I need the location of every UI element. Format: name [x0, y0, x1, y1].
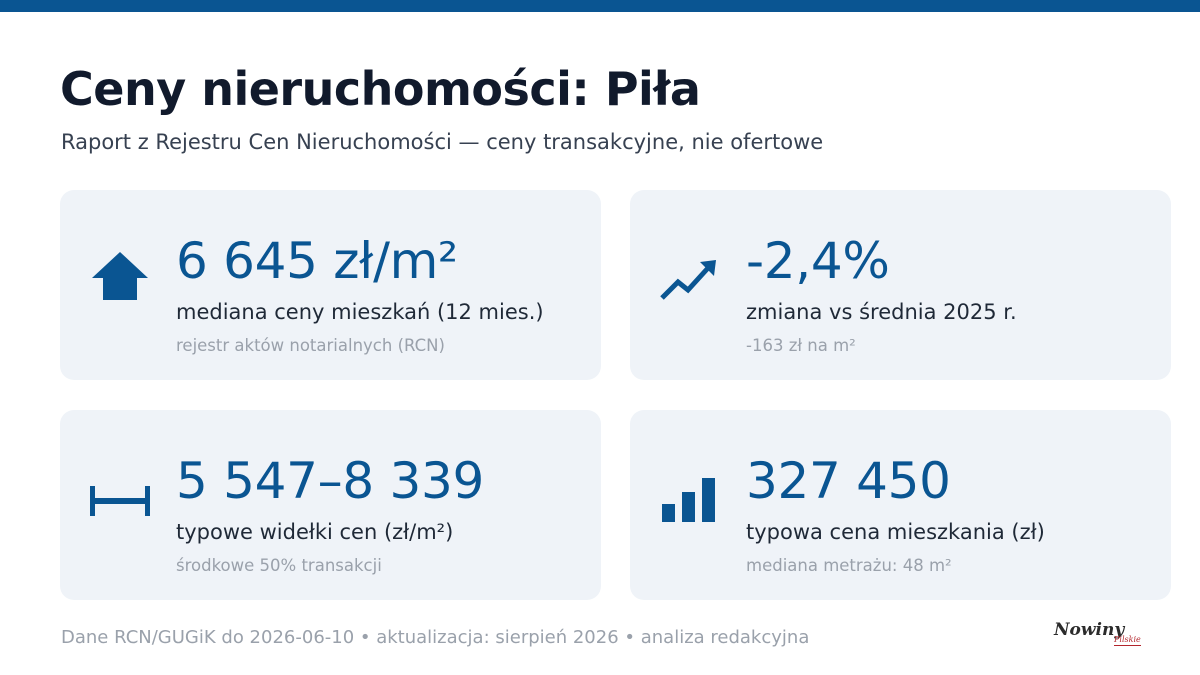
stat-card-price-change: [630, 190, 1171, 380]
source-footer: Dane RCN/GUGiK do 2026-06-10 • aktualizacja: sierpień 2026 • analiza redakcyjna: [61, 627, 810, 648]
stat-note: rejestr aktów notarialnych (RCN): [176, 336, 445, 355]
publisher-logo: [1052, 618, 1148, 654]
page-title: Ceny nieruchomości: Piła: [60, 62, 701, 116]
stat-note: -163 zł na m²: [746, 336, 856, 355]
logo-sub-text: Pilskie: [1114, 635, 1141, 644]
stat-value: 327 450: [746, 452, 951, 510]
stat-note: środkowe 50% transakcji: [176, 556, 382, 575]
stat-note: mediana metrażu: 48 m²: [746, 556, 952, 575]
bar-chart-icon: [658, 468, 722, 532]
stat-value: 5 547–8 339: [176, 452, 484, 510]
page-subtitle: Raport z Rejestru Cen Nieruchomości — ceny transakcyjne, nie ofertowe: [61, 130, 824, 154]
trend-up-icon: [658, 248, 722, 312]
stat-label: typowa cena mieszkania (zł): [746, 520, 1045, 544]
house-icon: [88, 248, 152, 312]
stat-label: mediana ceny mieszkań (12 mies.): [176, 300, 544, 324]
stat-card-median-price: [60, 190, 601, 380]
stat-label: typowe widełki cen (zł/m²): [176, 520, 454, 544]
top-accent-bar: [0, 0, 1200, 12]
range-icon: [88, 468, 152, 532]
stat-card-typical-price: [630, 410, 1171, 600]
stat-card-price-range: [60, 410, 601, 600]
stat-label: zmiana vs średnia 2025 r.: [746, 300, 1017, 324]
stat-value: 6 645 zł/m²: [176, 232, 458, 290]
logo-main-text: Nowiny: [1054, 620, 1125, 640]
stat-value: -2,4%: [746, 232, 890, 290]
